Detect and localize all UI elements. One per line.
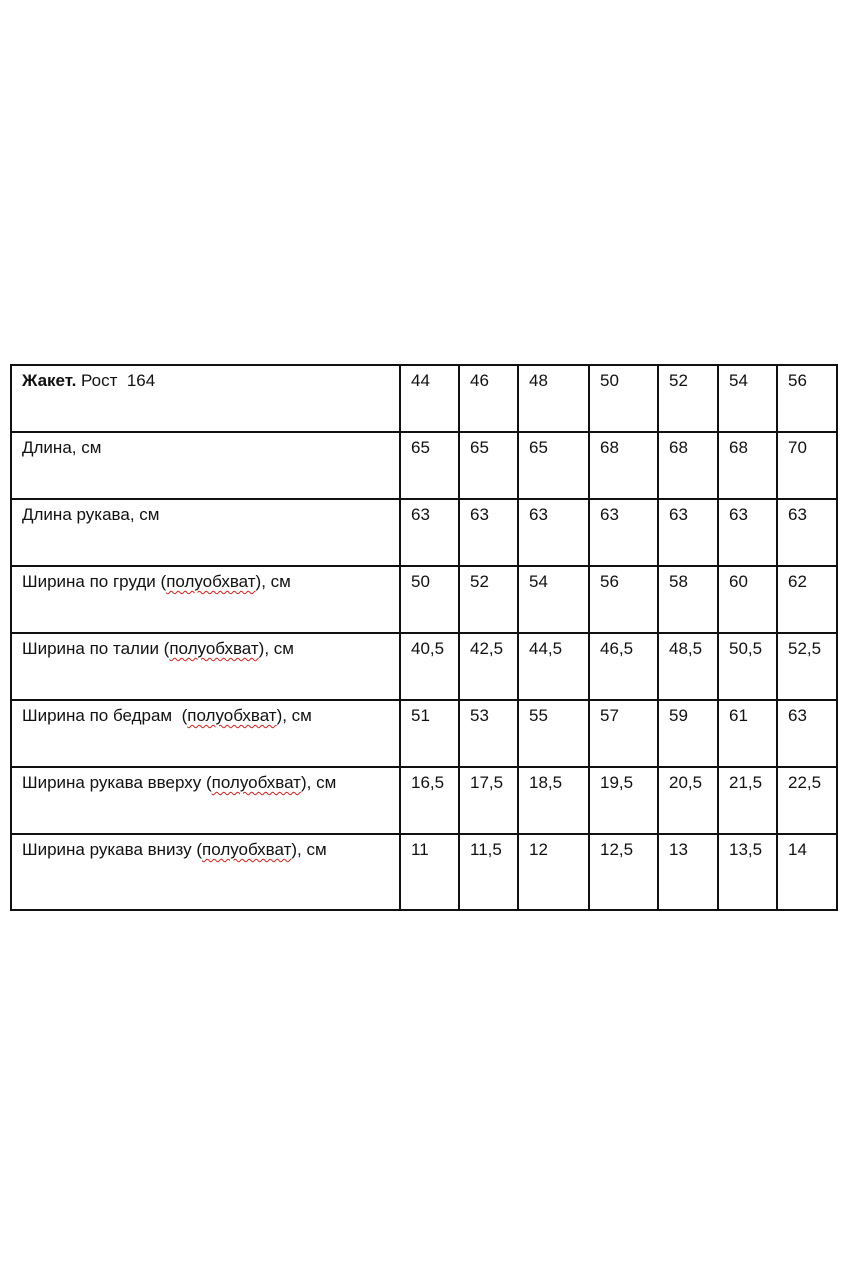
row-label-text: Длина рукава, см <box>22 505 160 524</box>
row-label <box>11 432 400 499</box>
table-cell: 13,5 <box>718 834 777 910</box>
table-cell: 68 <box>589 432 658 499</box>
table-cell: 16,5 <box>400 767 459 834</box>
table-row <box>11 700 837 767</box>
table-cell: 53 <box>459 700 518 767</box>
table-row <box>11 767 837 834</box>
header-title-cell <box>11 365 400 432</box>
table-cell: 18,5 <box>518 767 589 834</box>
table-row <box>11 432 837 499</box>
table-cell: 50,5 <box>718 633 777 700</box>
table-cell: 63 <box>518 499 589 566</box>
row-label-text: Ширина по талии ( <box>22 639 170 658</box>
spellcheck-word: полуобхват <box>166 572 256 591</box>
table-cell: 63 <box>589 499 658 566</box>
spellcheck-word: полуобхват <box>202 840 292 859</box>
row-label-text: ), см <box>291 840 327 859</box>
table-cell: 11,5 <box>459 834 518 910</box>
header-row <box>11 365 837 432</box>
size-header: 44 <box>400 365 459 432</box>
table-cell: 63 <box>777 499 837 566</box>
row-label-text: ), см <box>300 773 337 792</box>
table-cell: 68 <box>658 432 718 499</box>
table-cell: 22,5 <box>777 767 837 834</box>
row-label <box>11 834 400 910</box>
header-title-bold: Жакет. <box>22 371 77 390</box>
row-label <box>11 499 400 566</box>
table-cell: 19,5 <box>589 767 658 834</box>
table-cell: 70 <box>777 432 837 499</box>
table-row <box>11 566 837 633</box>
table-cell: 50 <box>400 566 459 633</box>
table-row <box>11 834 837 910</box>
table-cell: 14 <box>777 834 837 910</box>
size-header: 48 <box>518 365 589 432</box>
row-label-text: ), см <box>258 639 294 658</box>
table-cell: 40,5 <box>400 633 459 700</box>
table-cell: 61 <box>718 700 777 767</box>
table-row <box>11 499 837 566</box>
table-cell: 63 <box>459 499 518 566</box>
spellcheck-word: полуобхват <box>187 706 277 725</box>
table-cell: 11 <box>400 834 459 910</box>
table-cell: 42,5 <box>459 633 518 700</box>
table-cell: 52,5 <box>777 633 837 700</box>
table-cell: 51 <box>400 700 459 767</box>
table-cell: 17,5 <box>459 767 518 834</box>
table-cell: 21,5 <box>718 767 777 834</box>
table-cell: 48,5 <box>658 633 718 700</box>
row-label <box>11 767 400 834</box>
row-label <box>11 633 400 700</box>
table-cell: 56 <box>589 566 658 633</box>
size-header: 46 <box>459 365 518 432</box>
row-label-text: ), см <box>276 706 312 725</box>
table-cell: 65 <box>518 432 589 499</box>
table-cell: 60 <box>718 566 777 633</box>
spellcheck-word: полуобхват <box>211 773 301 792</box>
size-header: 50 <box>589 365 658 432</box>
table-cell: 12 <box>518 834 589 910</box>
table-cell: 52 <box>459 566 518 633</box>
table-cell: 58 <box>658 566 718 633</box>
table-cell: 65 <box>459 432 518 499</box>
table-row <box>11 633 837 700</box>
table-cell: 59 <box>658 700 718 767</box>
row-label-text: Ширина по бедрам ( <box>22 706 188 725</box>
row-label-text: Ширина рукава внизу ( <box>22 840 203 859</box>
table-cell: 68 <box>718 432 777 499</box>
table-cell: 63 <box>777 700 837 767</box>
row-label-text: Ширина по груди ( <box>22 572 167 591</box>
table-cell: 46,5 <box>589 633 658 700</box>
table-cell: 63 <box>718 499 777 566</box>
header-title-rest: Рост 164 <box>76 371 156 390</box>
table-cell: 63 <box>658 499 718 566</box>
table-cell: 54 <box>518 566 589 633</box>
size-header: 56 <box>777 365 837 432</box>
table-cell: 13 <box>658 834 718 910</box>
size-header: 52 <box>658 365 718 432</box>
table-cell: 62 <box>777 566 837 633</box>
row-label-text: Ширина рукава вверху ( <box>22 773 212 792</box>
table-cell: 20,5 <box>658 767 718 834</box>
table-cell: 63 <box>400 499 459 566</box>
row-label <box>11 700 400 767</box>
table-cell: 44,5 <box>518 633 589 700</box>
row-label <box>11 566 400 633</box>
table-cell: 57 <box>589 700 658 767</box>
row-label-text: ), см <box>255 572 291 591</box>
table-cell: 12,5 <box>589 834 658 910</box>
row-label-text: Длина, см <box>22 438 102 457</box>
size-header: 54 <box>718 365 777 432</box>
spellcheck-word: полуобхват <box>169 639 259 658</box>
table-cell: 55 <box>518 700 589 767</box>
size-chart-table <box>10 364 838 911</box>
table-cell: 65 <box>400 432 459 499</box>
